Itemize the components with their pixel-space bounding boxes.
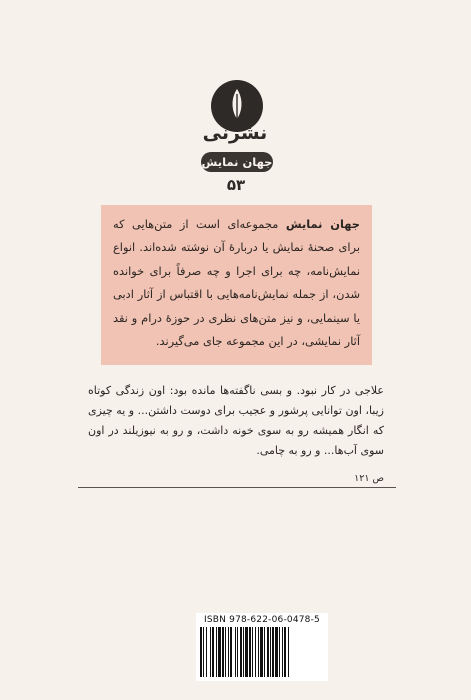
book-excerpt (78, 369, 396, 488)
isbn-barcode (196, 613, 328, 681)
excerpt-page-reference: ص ۱۲۱ (354, 473, 384, 484)
series-number: ۵۳ (226, 176, 246, 194)
isbn-text: ISBN 978-622-06-0478-5 (204, 615, 320, 625)
series-description-text: مجموعه‌ای است از متن‌هایی که برای صحنهٔ نمایش یا دربارهٔ آن نوشته شده‌اند. انواع نمایش‌نامه، چه برای اجرا و چه صرفاً برای خوانده شدن، از جمله نمایش‌نامه‌هایی با اقتباس از آثار ادبی یا سینمایی، و نیز متن‌های نظری در حوزهٔ درام و نقد آثار نمایشی، در این مجموعه جای می‌گیرند. (113, 217, 360, 349)
excerpt-text: علاجی در کار نبود. و بسی ناگفته‌ها مانده بود: اون زندگی کوتاه زیبا، اون توانایی پرشور و عجیب برای دوست داشتن... و یه چیزی که انگار همیشه رو به سوی خونه داشت، و رو به نیوزیلند در اون سوی آب‌ها... و رو به چامی. (88, 384, 384, 457)
barcode-bars (200, 627, 324, 677)
series-badge: جهان نمایش (201, 152, 273, 172)
series-description-lead: جهان نمایش (285, 217, 361, 231)
publisher-name: نشرنی (202, 122, 268, 144)
series-description (101, 205, 372, 365)
leaf-icon (229, 88, 245, 124)
